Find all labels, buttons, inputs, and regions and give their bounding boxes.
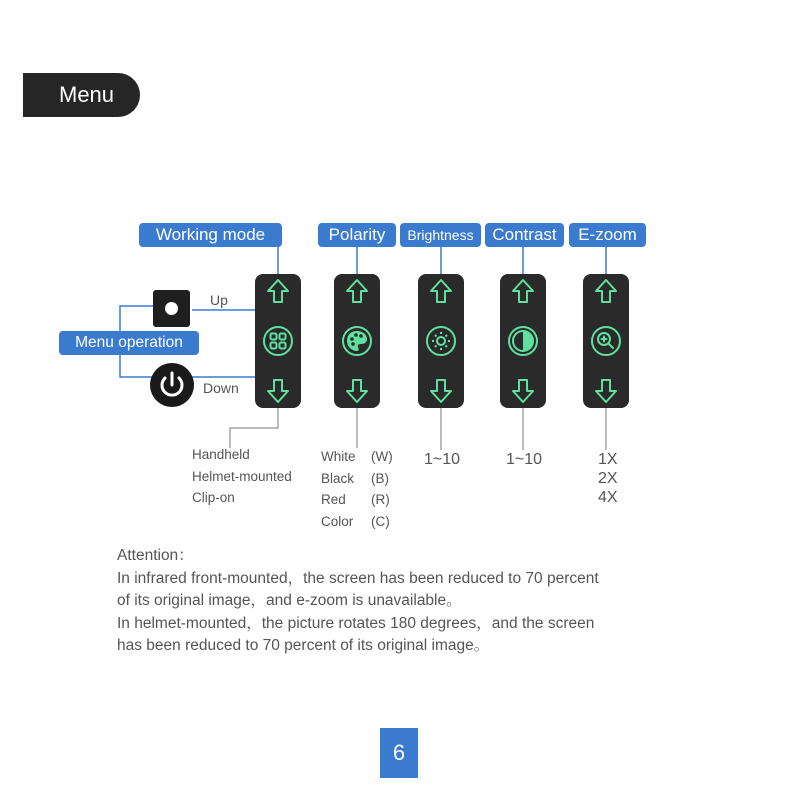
brightness-panel bbox=[418, 274, 464, 408]
list-item: 4X bbox=[598, 489, 618, 506]
working-mode-panel bbox=[255, 274, 301, 408]
polarity-label: Polarity bbox=[318, 223, 396, 247]
working-mode-label: Working mode bbox=[139, 223, 282, 247]
attention-line: In helmet-mounted，the picture rotates 180 degrees，and the screen bbox=[117, 614, 595, 632]
down-arrow-icon bbox=[513, 380, 533, 402]
attention-title: Attention： bbox=[117, 547, 194, 564]
dot-button-icon bbox=[165, 302, 178, 315]
down-label: Down bbox=[203, 380, 239, 396]
ezoom-label: E-zoom bbox=[569, 223, 646, 247]
menu-title: Menu bbox=[59, 82, 115, 107]
contrast-range: 1~10 bbox=[506, 451, 543, 468]
list-item: Helmet-mounted bbox=[192, 468, 292, 484]
down-arrow-icon bbox=[347, 380, 367, 402]
brightness-label: Brightness bbox=[400, 223, 481, 247]
polarity-options bbox=[321, 446, 393, 532]
zoom-in-icon bbox=[598, 333, 613, 348]
contrast-label: Contrast bbox=[485, 223, 564, 247]
up-arrow-icon bbox=[268, 280, 288, 302]
power-icon bbox=[150, 363, 194, 407]
attention-line: has been reduced to 70 percent of its original image。 bbox=[117, 637, 490, 654]
brightness-range: 1~10 bbox=[424, 451, 461, 468]
contrast-panel bbox=[500, 274, 546, 408]
list-item: Clip-on bbox=[192, 490, 235, 505]
menu-operation-label: Menu operation bbox=[59, 331, 199, 355]
zoom-levels bbox=[598, 450, 618, 507]
sun-icon bbox=[432, 332, 450, 350]
list-item: White (W) bbox=[321, 449, 393, 464]
list-item: Black (B) bbox=[321, 470, 389, 486]
polarity-panel bbox=[334, 274, 380, 408]
up-label: Up bbox=[210, 292, 228, 308]
power-button[interactable] bbox=[150, 363, 194, 407]
down-arrow-icon bbox=[596, 380, 616, 402]
down-arrow-icon bbox=[431, 380, 451, 402]
up-arrow-icon bbox=[513, 280, 533, 302]
up-button[interactable] bbox=[153, 290, 190, 327]
attention-line: of its original image，and e-zoom is unavailable。 bbox=[117, 592, 462, 609]
working-mode-options bbox=[192, 444, 292, 509]
palette-icon bbox=[347, 331, 367, 351]
up-arrow-icon bbox=[596, 280, 616, 302]
list-item: Color (C) bbox=[321, 513, 390, 529]
up-arrow-icon bbox=[347, 280, 367, 302]
list-item: 2X bbox=[598, 470, 618, 487]
list-item: Red (R) bbox=[321, 492, 390, 507]
grid-icon bbox=[264, 327, 292, 355]
list-item: Handheld bbox=[192, 447, 250, 462]
list-item: 1X bbox=[598, 451, 618, 468]
attention-line: In infrared front-mounted，the screen has been reduced to 70 percent bbox=[117, 569, 599, 587]
down-arrow-icon bbox=[268, 380, 288, 402]
page-number: 6 bbox=[380, 728, 418, 778]
ezoom-panel bbox=[583, 274, 629, 408]
attention-section bbox=[117, 545, 599, 658]
up-arrow-icon bbox=[431, 280, 451, 302]
